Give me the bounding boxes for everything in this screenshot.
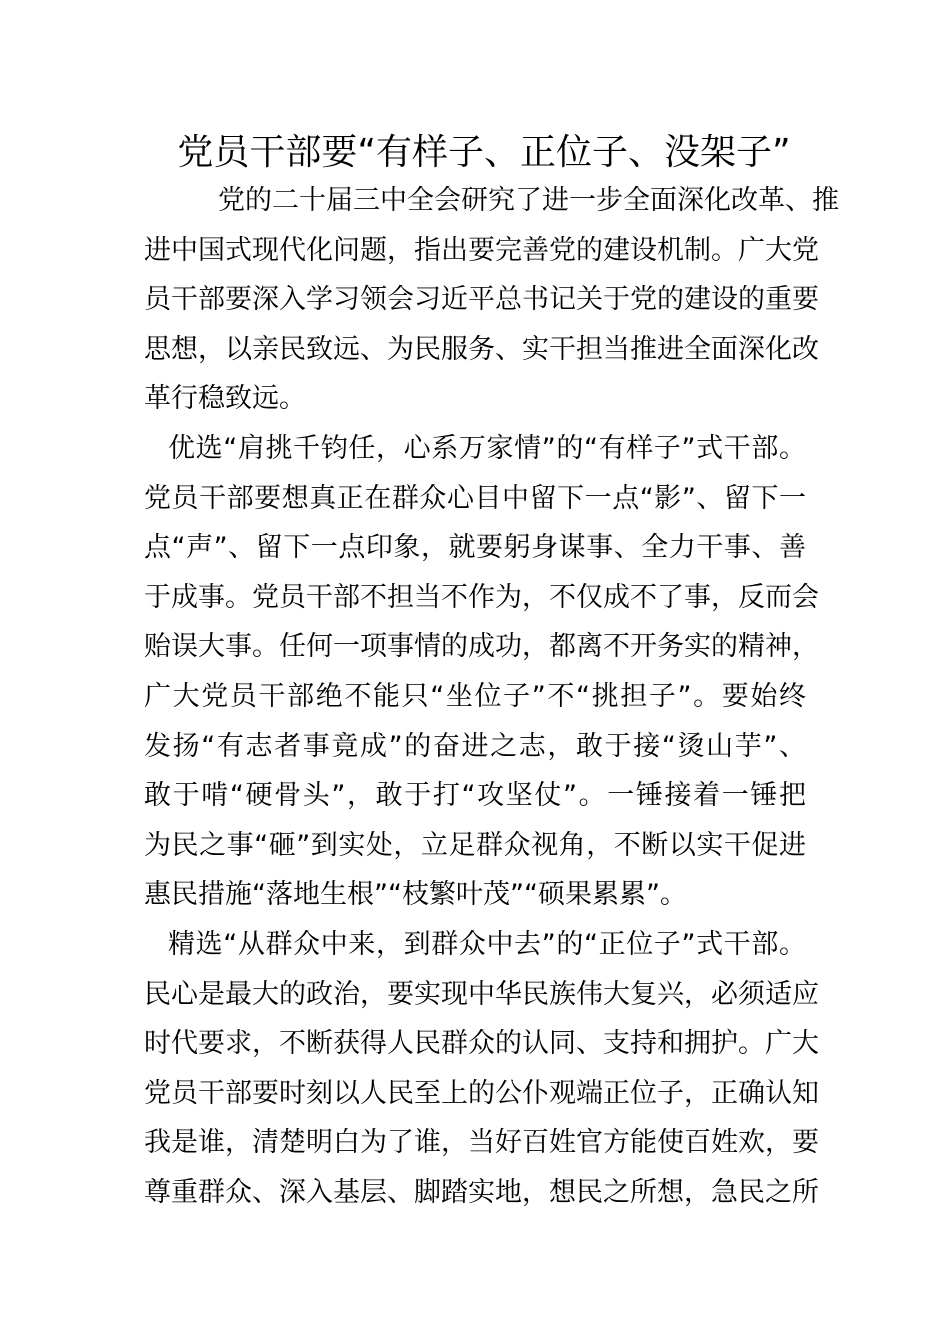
paragraph-3-line-4: 党员干部要时刻以人民至上的公仆观端正位子，正确认知: [144, 1077, 819, 1109]
paragraph-2-line-10: 惠民措施“落地生根”“枝繁叶茂”“硕果累累”。: [144, 879, 687, 911]
paragraph-1-line-1: 党的二十届三中全会研究了进一步全面深化改革、推: [218, 185, 839, 216]
paragraph-2-line-9: 为民之事“砸”到实处，立足群众视角，不断以实干促进: [144, 829, 806, 861]
paragraph-2-line-6: 广大党员干部绝不能只“坐位子”不“挑担子”。要始终: [144, 680, 806, 712]
document-body: [144, 176, 839, 1217]
paragraph-2-line-8: 敢于啃“硬骨头”，敢于打“攻坚仗”。一锤接着一锤把: [144, 780, 806, 812]
paragraph-1-line-5: 革行稳致远。: [144, 383, 306, 415]
paragraph-2-line-7: 发扬“有志者事竟成”的奋进之志，敢于接“烫山芋”、: [144, 730, 806, 762]
paragraph-3-line-1: 精选“从群众中来，到群众中去”的“正位子”式干部。: [168, 928, 806, 960]
paragraph-1-line-3: 员干部要深入学习领会习近平总书记关于党的建设的重要: [144, 284, 819, 316]
paragraph-2-line-2: 党员干部要想真正在群众心目中留下一点“影”、留下一: [144, 482, 806, 514]
paragraph-2-line-3: 点“声”、留下一点印象，就要躬身谋事、全力干事、善: [144, 532, 806, 564]
document-title: 党员干部要“有样子、正位子、没架子”: [177, 132, 791, 173]
paragraph-3-line-2: 民心是最大的政治，要实现中华民族伟大复兴，必须适应: [144, 978, 819, 1010]
paragraph-2-line-1: 优选“肩挑千钧任，心系万家情”的“有样子”式干部。: [168, 432, 806, 464]
paragraph-2-line-4: 于成事。党员干部不担当不作为，不仅成不了事，反而会: [144, 581, 819, 613]
paragraph-2-line-5: 贻误大事。任何一项事情的成功，都离不开务实的精神，: [144, 631, 819, 663]
paragraph-1-line-2: 进中国式现代化问题，指出要完善党的建设机制。广大党: [144, 234, 819, 266]
paragraph-1-line-4: 思想，以亲民致远、为民服务、实干担当推进全面深化改: [144, 333, 819, 365]
paragraph-3-line-6: 尊重群众、深入基层、脚踏实地，想民之所想，急民之所: [144, 1176, 819, 1208]
paragraph-3-line-5: 我是谁，清楚明白为了谁，当好百姓官方能使百姓欢，要: [144, 1127, 819, 1159]
paragraph-3-line-3: 时代要求，不断获得人民群众的认同、支持和拥护。广大: [144, 1028, 819, 1060]
